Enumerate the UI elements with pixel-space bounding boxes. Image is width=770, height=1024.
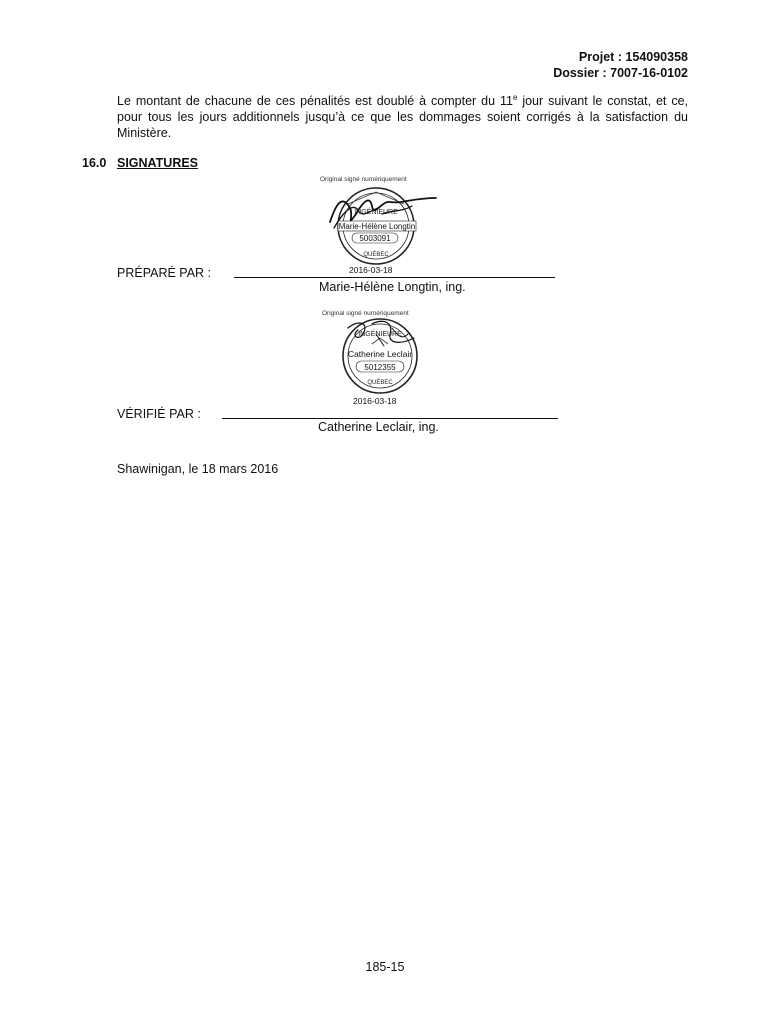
- signature-date-2: 2016-03-18: [353, 396, 397, 406]
- seal-1-name: Marie-Hélène Longtin: [338, 222, 416, 231]
- prepared-by-name: Marie-Hélène Longtin, ing.: [319, 280, 466, 294]
- seal-1-region: QUÉBEC: [363, 252, 389, 258]
- digital-signature-note-1: Original signé numériquement: [320, 176, 407, 183]
- svg-text:INGÉNIEURE: INGÉNIEURE: [354, 209, 398, 216]
- prepared-by-label: PRÉPARÉ PAR :: [117, 266, 212, 280]
- engineer-seal-2: [328, 316, 432, 396]
- digital-signature-note-2: Original signé numériquement: [322, 310, 409, 317]
- project-number: Projet : 154090358: [578, 50, 688, 64]
- place-and-date: Shawinigan, le 18 mars 2016: [117, 462, 279, 476]
- page-number: 185-15: [365, 960, 405, 974]
- verified-by-signature-line: [222, 418, 558, 419]
- verified-by-name: Catherine Leclair, ing.: [318, 420, 439, 434]
- penalty-paragraph: [117, 93, 688, 141]
- seal-2-arc: INGÉNIEURE: [358, 331, 402, 338]
- engineer-seal-1: [312, 184, 448, 268]
- verified-by-label: VÉRIFIÉ PAR :: [117, 407, 201, 421]
- paragraph-text-2: jour suivant le constat, et ce, pour tous les jours additionnels jusqu’à ce que les dommages soient corrigés à la satisfaction du Ministère.: [117, 94, 688, 140]
- paragraph-superscript: e: [512, 92, 518, 102]
- section-number: 16.0: [82, 156, 107, 170]
- section-heading: [82, 156, 198, 170]
- seal-2-region: QUÉBEC: [367, 380, 393, 386]
- signature-date-1: 2016-03-18: [349, 265, 393, 275]
- paragraph-text-1: Le montant de chacune de ces pénalités est doublé à compter du 11: [117, 94, 513, 108]
- seal-2-name: Catherine Leclair: [347, 349, 413, 359]
- prepared-by-signature-line: [234, 277, 555, 278]
- seal-2-number: 5012355: [364, 363, 396, 372]
- dossier-number: Dossier : 7007-16-0102: [553, 66, 688, 80]
- section-title: SIGNATURES: [117, 156, 199, 170]
- seal-1-number: 5003091: [359, 234, 391, 243]
